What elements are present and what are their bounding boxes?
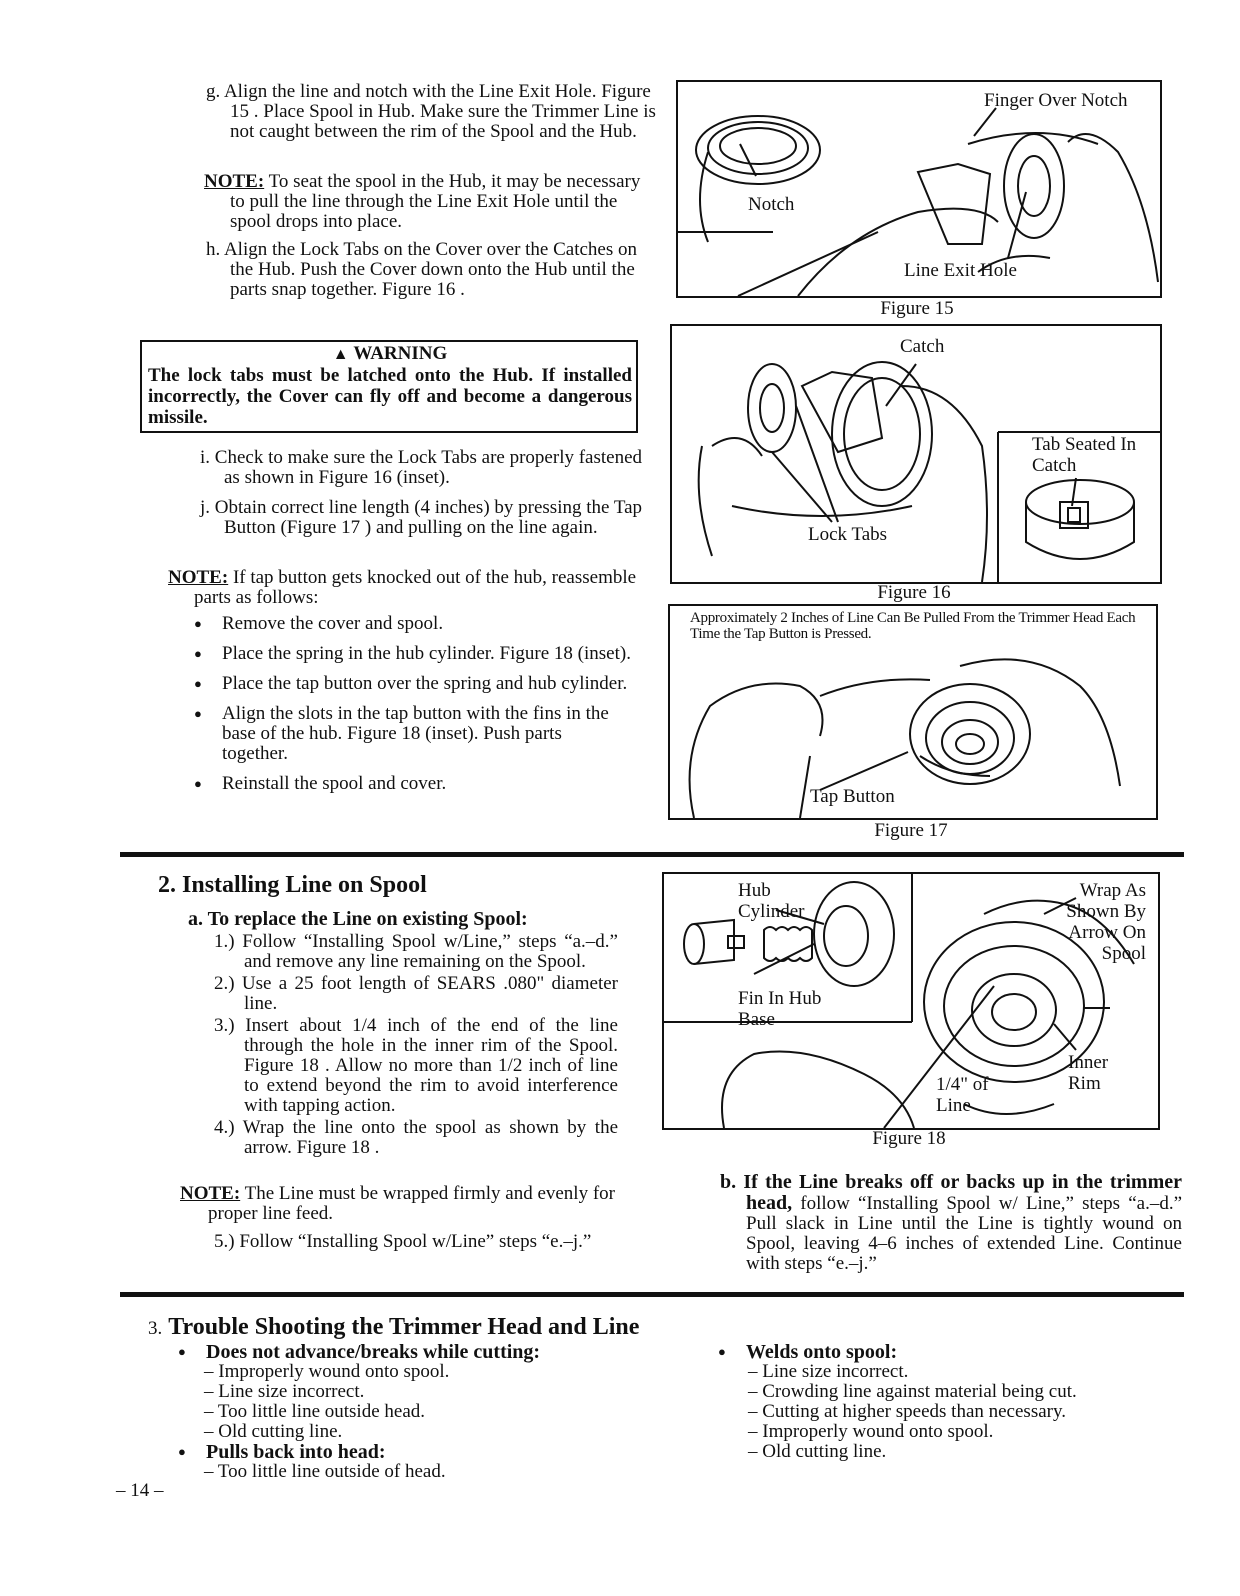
note-wrap-firmly bbox=[180, 1184, 644, 1224]
figure-15-caption: Figure 15 bbox=[880, 298, 954, 319]
warning-text: The lock tabs must be latched onto the Hub. If installed incorrectly, the Cover can fly off and become a dangerous missile. bbox=[148, 365, 632, 428]
note-text: If tap button gets knocked out of the hub, reassemble parts as follows: bbox=[194, 567, 637, 608]
list-item: – Old cutting line. bbox=[204, 1421, 343, 1442]
label-fin-in-hub-base: Fin In Hub Base bbox=[738, 988, 822, 1030]
figure-18 bbox=[662, 872, 1160, 1130]
label-inner-rim: Inner Rim bbox=[1068, 1052, 1109, 1094]
list-item: 4.) Wrap the line onto the spool as shown by the arrow. Figure 18 . bbox=[214, 1117, 618, 1158]
label-hub-cylinder: Hub Cylinder bbox=[738, 880, 805, 922]
list-item: – Cutting at higher speeds than necessary. bbox=[748, 1401, 1066, 1422]
warning-triangle-icon: ▲ bbox=[332, 346, 349, 363]
list-item: – Line size incorrect. bbox=[748, 1361, 909, 1382]
list-item: – Crowding line against material being cut. bbox=[748, 1381, 1077, 1402]
list-item: 2.) Use a 25 foot length of SEARS .080" diameter line. bbox=[214, 973, 618, 1014]
step-g: g. Align the line and notch with the Line Exit Hole. Figure 15 . Place Spool in Hub. Make sure the Trimmer Line is not caught between the rim of the Spool and the Hub. bbox=[206, 81, 656, 142]
label-tap-button: Tap Button bbox=[810, 786, 895, 807]
label-finger-over-notch: Finger Over Notch bbox=[984, 90, 1128, 111]
section-3-title: Trouble Shooting the Trimmer Head and Line bbox=[168, 1314, 640, 1340]
reassembly-list bbox=[192, 614, 632, 794]
section-3-number: 3. bbox=[148, 1318, 163, 1339]
label-tab-seated-in-catch: Tab Seated In Catch bbox=[1032, 434, 1137, 476]
note-label: NOTE: bbox=[180, 1183, 241, 1204]
section-2a-steps bbox=[214, 932, 618, 1158]
section-divider bbox=[120, 852, 1184, 857]
label-catch: Catch bbox=[900, 336, 945, 357]
list-item: – Improperly wound onto spool. bbox=[204, 1361, 450, 1382]
list-item: ● Place the spring in the hub cylinder. Figure 18 (inset). bbox=[192, 644, 632, 664]
figure-17-illustration bbox=[670, 606, 1156, 818]
section-2b-heading: b. If the Line breaks off or backs up in the trimmer head, bbox=[720, 1171, 1182, 1214]
section-3-heading bbox=[148, 1314, 639, 1341]
section-divider bbox=[120, 1292, 1184, 1297]
figure-17 bbox=[668, 604, 1158, 820]
figure-16-caption: Figure 16 bbox=[877, 582, 951, 603]
list-item: 1.) Follow “Installing Spool w/Line,” steps “a.–d.” and remove any line remaining on the Spool. bbox=[214, 931, 618, 972]
section-2b-text: follow “Installing Spool w/ Line,” steps “a.–d.” Pull slack in Line until the Line is tightly wound on Spool, leaving 4–6 inches of extended Line. Continue with steps “e.–j.” bbox=[746, 1193, 1182, 1274]
list-item: – Line size incorrect. bbox=[204, 1381, 365, 1402]
warning-heading: ▲ WARNING bbox=[332, 343, 448, 364]
list-item: ● Place the tap button over the spring and hub cylinder. bbox=[192, 674, 632, 694]
note-label: NOTE: bbox=[168, 567, 229, 588]
label-line-exit-hole: Line Exit Hole bbox=[904, 260, 1017, 281]
section-2a-heading: a. To replace the Line on existing Spool: bbox=[188, 908, 528, 930]
trouble-right bbox=[716, 1342, 1166, 1462]
figure-15 bbox=[676, 80, 1162, 298]
step-h: h. Align the Lock Tabs on the Cover over the Catches on the Hub. Push the Cover down onto the Hub until the parts snap together. Figure 16 . bbox=[206, 239, 638, 300]
note-seat-spool bbox=[204, 172, 658, 232]
label-quarter-inch-line: 1/4" of Line bbox=[936, 1074, 989, 1116]
note-tap-button bbox=[168, 568, 660, 608]
list-item: – Too little line outside of head. bbox=[204, 1461, 446, 1482]
trouble-left bbox=[176, 1342, 676, 1482]
figure-17-header: Approximately 2 Inches of Line Can Be Pulled From the Trimmer Head Each Time the Tap Button is Pressed. bbox=[690, 610, 1136, 642]
label-lock-tabs: Lock Tabs bbox=[808, 524, 888, 545]
figure-16 bbox=[670, 324, 1162, 584]
list-item: ● Reinstall the spool and cover. bbox=[192, 774, 632, 794]
step-5: 5.) Follow “Installing Spool w/Line” steps “e.–j.” bbox=[214, 1231, 592, 1252]
note-label: NOTE: bbox=[204, 171, 265, 192]
warning-box bbox=[140, 340, 638, 433]
section-2-heading: 2. Installing Line on Spool bbox=[158, 872, 427, 898]
list-item: – Too little line outside head. bbox=[204, 1401, 426, 1422]
step-i: i. Check to make sure the Lock Tabs are properly fastened as shown in Figure 16 (inset). bbox=[200, 447, 643, 488]
note-text: To seat the spool in the Hub, it may be necessary to pull the line through the Line Exit Hole until the spool drops into place. bbox=[230, 171, 641, 232]
page-number: – 14 – bbox=[116, 1480, 164, 1501]
list-item: ● Remove the cover and spool. bbox=[192, 614, 632, 634]
figure-18-caption: Figure 18 bbox=[872, 1128, 946, 1149]
trouble-title: ● Does not advance/breaks while cutting: bbox=[176, 1342, 676, 1362]
label-notch: Notch bbox=[748, 194, 795, 215]
list-item: – Old cutting line. bbox=[748, 1441, 887, 1462]
label-wrap-as-shown: Wrap As Shown By Arrow On Spool bbox=[1066, 880, 1146, 964]
list-item: 3.) Insert about 1/4 inch of the end of the line through the hole in the inner rim of the Spool. Figure 18 . Allow no more than 1/2 inch of line to extend beyond the rim to avoid interference with tapping action. bbox=[214, 1015, 618, 1116]
section-2b bbox=[720, 1172, 1182, 1274]
figure-17-caption: Figure 17 bbox=[874, 820, 948, 841]
list-item: – Improperly wound onto spool. bbox=[748, 1421, 994, 1442]
trouble-title: ● Welds onto spool: bbox=[716, 1342, 1166, 1362]
trouble-title: ● Pulls back into head: bbox=[176, 1442, 676, 1462]
note-text: The Line must be wrapped firmly and evenly for proper line feed. bbox=[208, 1183, 615, 1224]
list-item: ● Align the slots in the tap button with the fins in the base of the hub. Figure 18 (inset). Push parts together. bbox=[192, 704, 632, 764]
step-j: j. Obtain correct line length (4 inches) by pressing the Tap Button (Figure 17 ) and pulling on the line again. bbox=[200, 497, 643, 538]
